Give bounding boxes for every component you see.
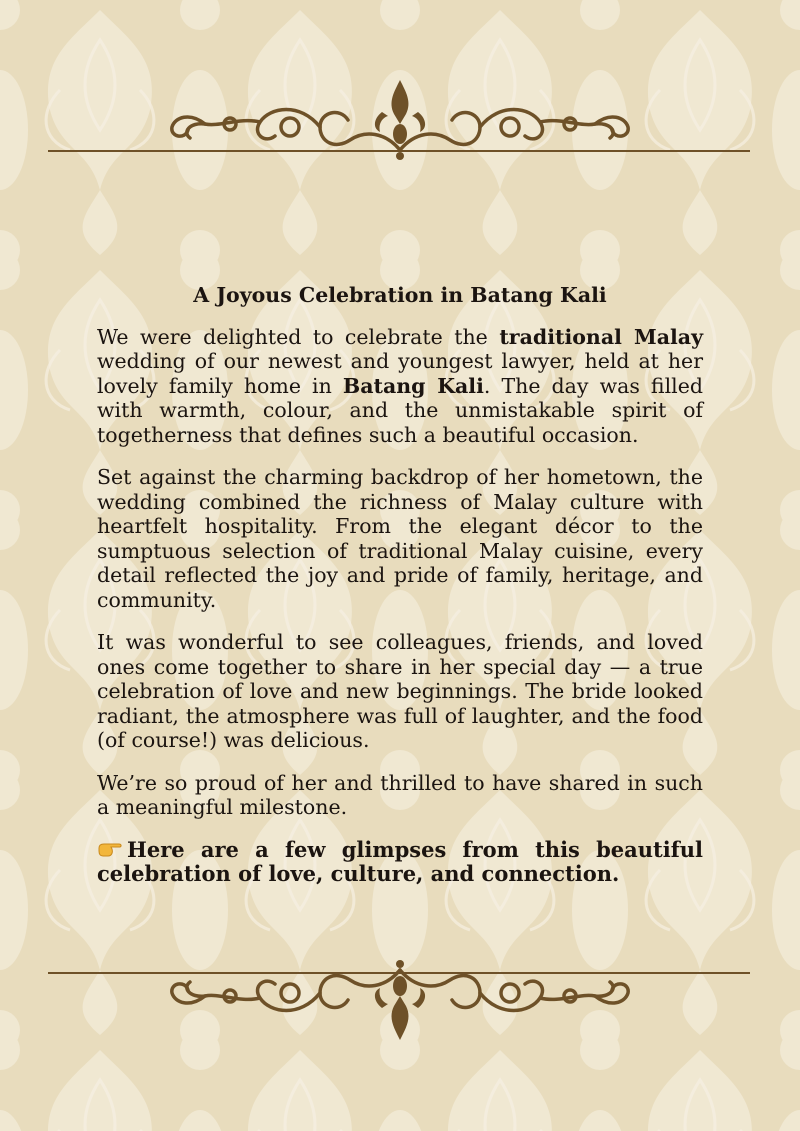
page-title: A Joyous Celebration in Batang Kali — [193, 283, 607, 307]
intro-text-2: wedding of our newest and youngest lawyer, held at her lovely family home in — [97, 349, 703, 398]
paragraph-colleagues: It was wonderful to see colleagues, friends, and loved ones come together to share in her special day — a true celebration of love and new beginnings. The bride looked radiant, the atmosphere was full of laughter, and the food (of course!) was delicious. — [97, 630, 703, 752]
paragraph-backdrop: Set against the charming backdrop of her hometown, the wedding combined the richness of Malay culture with heartfelt hospitality. From the elegant décor to the sumptuous selection of traditional Malay cuisine, every detail reflected the joy and pride of family, heritage, and community. — [97, 465, 703, 612]
intro-text-1: We were delighted to celebrate the — [97, 324, 500, 349]
closing-text: Here are a few glimpses from this beautiful celebration of love, culture, and connection. — [97, 836, 703, 886]
top-divider-line — [48, 150, 750, 152]
intro-text-3: . The day was filled with warmth, colour, and the unmistakable spirit of togetherness that defines such a beautiful occasion. — [97, 373, 703, 447]
paragraph-intro — [97, 325, 703, 448]
bottom-ornament-icon — [160, 958, 640, 1048]
intro-bold-batang-kali: Batang Kali — [342, 373, 484, 398]
top-ornament-icon — [160, 72, 640, 162]
pointing-hand-icon — [97, 838, 127, 863]
paragraph-proud: We’re so proud of her and thrilled to have shared in such a meaningful milestone. — [97, 770, 703, 819]
intro-bold-traditional-malay: traditional Malay — [499, 324, 703, 349]
letter-body — [97, 283, 703, 887]
closing-statement — [97, 838, 703, 887]
